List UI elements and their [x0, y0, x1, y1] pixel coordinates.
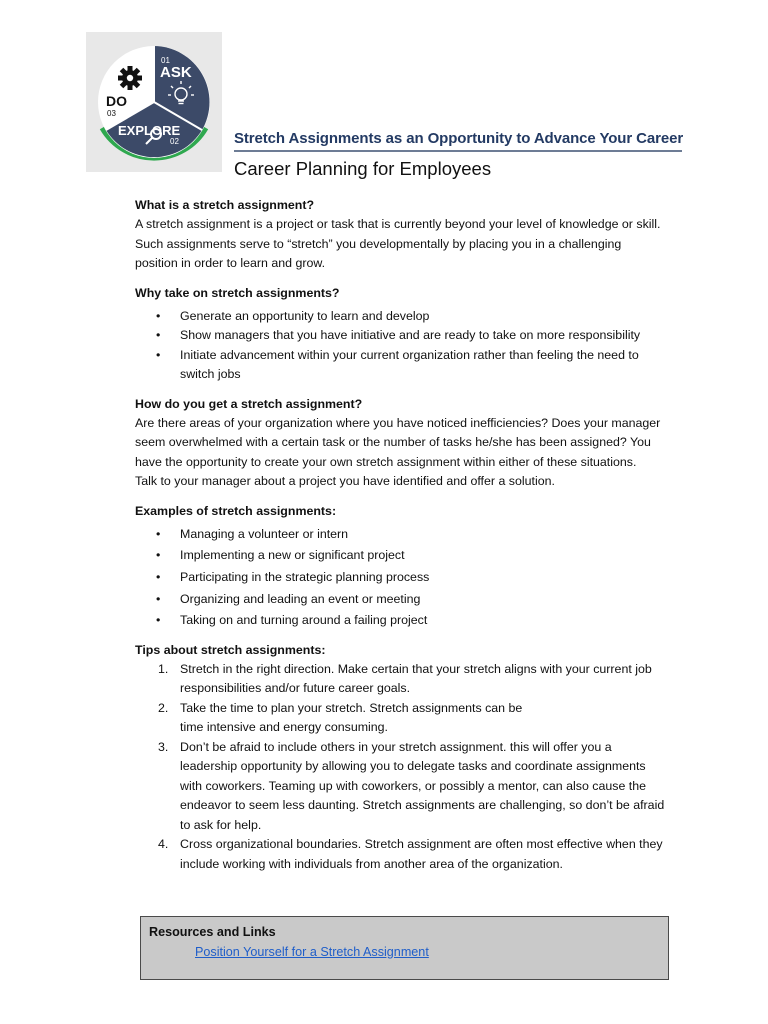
list-item-line: with coworkers. Teaming up with coworkers, or possibly a mentor, can also cause the	[180, 778, 647, 793]
list-item: • Generate an opportunity to learn and develop	[135, 307, 685, 327]
do-number: 03	[107, 109, 116, 118]
section-examples	[135, 502, 685, 631]
section-why	[135, 284, 685, 385]
ask-label: ASK	[160, 64, 192, 81]
paragraph-line: position in order to learn and grow.	[135, 256, 326, 270]
list-number: 1.	[158, 661, 169, 676]
document-body	[135, 196, 685, 884]
resource-link[interactable]: Position Yourself for a Stretch Assignment	[195, 945, 429, 959]
why-list	[135, 307, 685, 366]
list-item-line: leadership opportunity by allowing you to delegate tasks and coordinate assignments	[180, 759, 646, 774]
list-number: 3.	[158, 739, 169, 754]
list-item-line: Cross organizational boundaries. Stretch assignment are often most effective when they	[180, 837, 663, 852]
paragraph-line: Are there areas of your organization where you have noticed inefficiencies? Does your manager	[135, 415, 661, 430]
paragraph-line: Talk to your manager about a project you have identified and offer a solution.	[135, 474, 555, 488]
list-item: • Organizing and leading an event or meeting	[135, 590, 685, 610]
list-item: • Managing a volunteer or intern	[135, 525, 685, 545]
page-subtitle: Career Planning for Employees	[234, 158, 492, 179]
tips-list	[135, 660, 685, 875]
explore-number: 02	[170, 137, 179, 146]
list-item	[135, 835, 685, 874]
list-item	[135, 738, 685, 836]
list-item-continuation: switch jobs	[180, 367, 241, 381]
logo	[86, 32, 222, 172]
list-item-line: responsibilities and/or future career goals.	[180, 681, 411, 696]
list-item-line: time intensive and energy consuming.	[180, 720, 389, 735]
section-heading-tips: Tips about stretch assignments:	[135, 642, 326, 657]
section-heading-why: Why take on stretch assignments?	[135, 285, 340, 300]
list-number: 2.	[158, 700, 169, 715]
list-item-line: to ask for help.	[180, 817, 262, 832]
section-heading-what: What is a stretch assignment?	[135, 198, 315, 212]
list-item-line: Stretch in the right direction. Make certain that your stretch aligns with your current job	[180, 661, 652, 676]
list-number: 4.	[158, 837, 169, 852]
paragraph-line: A stretch assignment is a project or task that is currently beyond your level of knowledge or skill.	[135, 217, 661, 231]
explore-label: EXPLORE	[118, 123, 181, 138]
list-item	[135, 699, 685, 738]
gear-icon	[118, 66, 142, 90]
resources-title: Resources and Links	[149, 925, 276, 939]
paragraph-line: Such assignments serve to “stretch” you developmentally by placing you in a challenging	[135, 236, 622, 251]
ask-number: 01	[161, 56, 170, 65]
list-item-line: endeavor to seem less daunting. Stretch assignments are challenging, so don’t be afraid	[180, 798, 665, 813]
section-how	[135, 395, 685, 492]
paragraph-line: have the opportunity to create your own stretch assignment within either of these situations.	[135, 454, 637, 469]
section-heading-how: How do you get a stretch assignment?	[135, 396, 363, 411]
do-label: DO	[106, 93, 127, 109]
resources-box	[140, 916, 669, 980]
list-item-line: Take the time to plan your stretch. Stretch assignments can be	[180, 700, 523, 715]
list-item: • Implementing a new or significant project	[135, 546, 685, 566]
examples-list	[135, 525, 685, 631]
section-heading-examples: Examples of stretch assignments:	[135, 503, 337, 518]
section-what	[135, 196, 685, 274]
list-item: • Show managers that you have initiative and are ready to take on more responsibility	[135, 326, 685, 346]
list-item: • Participating in the strategic planning process	[135, 568, 685, 588]
page-title: Stretch Assignments as an Opportunity to Advance Your Career	[234, 130, 682, 152]
list-item: • Taking on and turning around a failing project	[135, 611, 685, 631]
list-item: • Initiate advancement within your current organization rather than feeling the need to	[135, 346, 685, 366]
list-item-line: include working with individuals from another area of the organization.	[180, 856, 563, 871]
paragraph-line: seem overwhelmed with a certain task or the number of tasks he/she has been assigned? You	[135, 435, 651, 449]
list-item-line: Don’t be afraid to include others in your stretch assignment. this will offer you a	[180, 739, 612, 754]
list-item	[135, 660, 685, 699]
ask-do-explore-logo	[86, 32, 222, 172]
section-tips	[135, 641, 685, 875]
